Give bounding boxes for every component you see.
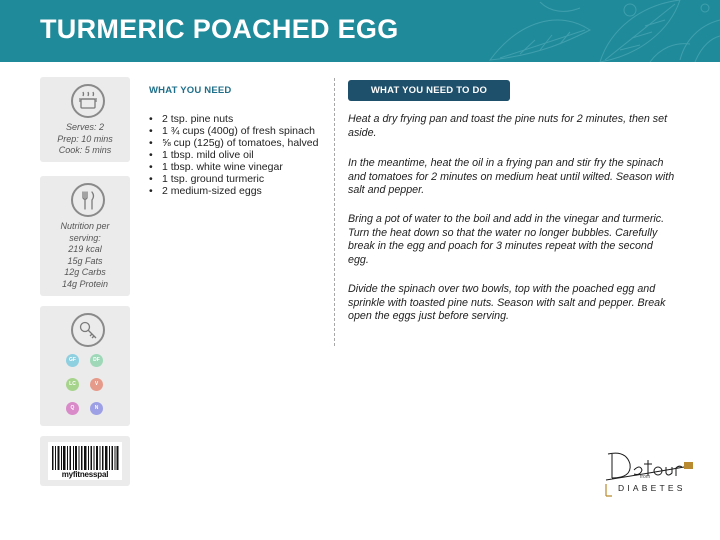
pot-icon [71,84,105,118]
utensils-icon [71,183,105,217]
carbs-text: 12g Carbs [64,267,106,277]
gluten-free-badge: GF [66,354,79,367]
detour-from-diabetes-logo [604,444,698,500]
method-step: Bring a pot of water to the boil and add in the vinegar and turmeric. Turn the heat down so that the water no longer bubbles. Carefully break in the egg and poach for 3 minutes repeat with the second egg. [348,213,665,266]
dairy-free-badge: DF [90,354,103,367]
nutrition-heading: Nutrition per serving: [60,221,110,243]
ingredient-item: • 1 tbsp. white wine vinegar [162,161,322,173]
serves-text: Serves: 2 [65,122,105,132]
prep-time-text: Prep: 10 mins [57,133,113,144]
header-banner [0,0,720,62]
myfitnesspal-label: myfitnesspal [48,470,122,479]
method-step: In the meantime, heat the oil in a frying pan and stir fry the spinach and tomatoes for 2 minutes on medium heat until wilted. Season with salt and pepper. [348,157,675,196]
ingredient-item: • 1 ¾ cups (400g) of fresh spinach [162,125,322,137]
ingredients-heading: WHAT YOU NEED [149,85,232,96]
dietary-key-card [40,306,130,426]
key-icon [71,313,105,347]
logo-from-text: from [640,474,650,480]
ingredient-item: • 1 tsp. ground turmeric [162,173,322,185]
method-step: Divide the spinach over two bowls, top with the poached egg and sprinkle with toasted pine nuts. Season with salt and pepper. Break open the eggs just before serving. [348,283,666,322]
ingredient-item: • 2 medium-sized eggs [162,185,322,197]
barcode-icon [48,442,122,480]
vegetarian-badge: V [90,378,103,391]
protein-text: 14g Protein [61,278,109,289]
page-title: TURMERIC POACHED EGG [40,14,399,44]
ingredient-item: • ⅝ cup (125g) of tomatoes, halved [162,137,322,149]
logo-wordmark [204,444,205,445]
fats-text: 15g Fats [67,255,103,266]
ingredient-item: • 2 tsp. pine nuts [162,113,322,125]
method-heading: WHAT YOU NEED TO DO [348,80,510,101]
leaf-pattern-decoration [480,0,720,62]
cook-time-text: Cook: 5 mins [58,145,112,155]
serving-info-card [40,77,130,162]
method-step: Heat a dry frying pan and toast the pine nuts for 2 minutes, then set aside. [348,113,668,139]
column-divider [334,78,335,346]
logo-diabetes-text: DIABETES [618,483,686,493]
nuts-badge: N [90,402,103,415]
ingredients-list [149,113,322,197]
kcal-text: 219 kcal [68,244,102,254]
ingredient-item: • 1 tbsp. mild olive oil [162,149,322,161]
barcode-card [40,436,130,486]
low-carb-badge: LC [66,378,79,391]
quick-badge: Q [66,402,79,415]
nutrition-card [40,176,130,296]
